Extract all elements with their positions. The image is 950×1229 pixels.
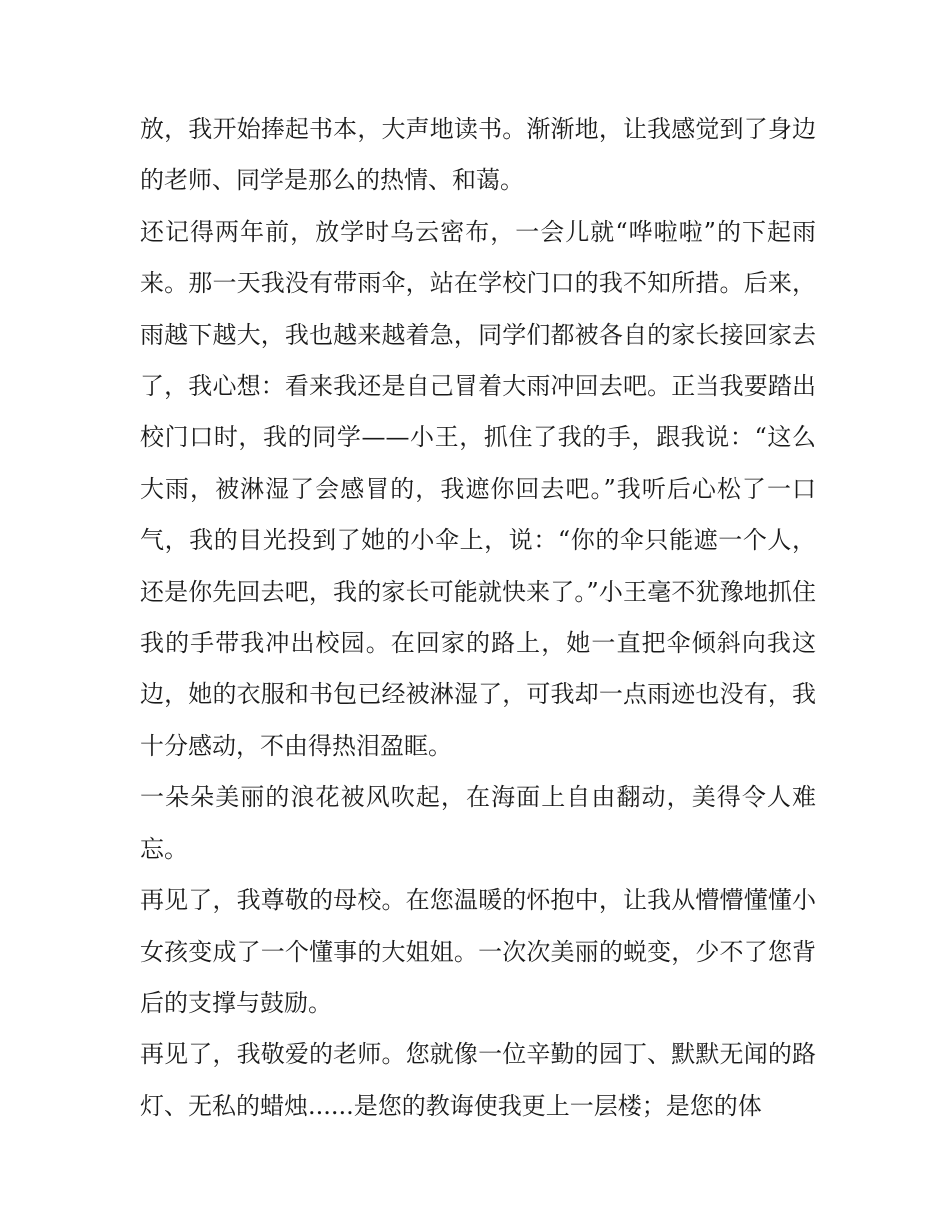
paragraph-1: 放，我开始捧起书本，大声地读书。渐渐地，让我感觉到了身边的老师、同学是那么的热情、和蔼。 bbox=[140, 115, 816, 195]
document-body bbox=[140, 104, 816, 1132]
paragraph-3: 一朵朵美丽的浪花被风吹起，在海面上自由翻动，美得令人难忘。 bbox=[140, 783, 816, 863]
paragraph-4: 再见了，我尊敬的母校。在您温暖的怀抱中，让我从懵懵懂懂小女孩变成了一个懂事的大姐姐。一次次美丽的蜕变，少不了您背后的支撑与鼓励。 bbox=[140, 886, 816, 1017]
paragraph-5: 再见了，我敬爱的老师。您就像一位辛勤的园丁、默默无闻的路灯、无私的蜡烛......是您的教诲使我更上一层楼；是您的体 bbox=[140, 1040, 816, 1120]
paragraph-2: 还记得两年前，放学时乌云密布，一会儿就“哗啦啦”的下起雨来。那一天我没有带雨伞，站在学校门口的我不知所措。后来，雨越下越大，我也越来越着急，同学们都被各自的家长接回家去了，我心想：看来我还是自己冒着大雨冲回去吧。正当我要踏出校门口时，我的同学——小王，抓住了我的手，跟我说：“这么大雨，被淋湿了会感冒的，我遮你回去吧。”我听后心松了一口气，我的目光投到了她的小伞上，说：“你的伞只能遮一个人，还是你先回去吧，我的家长可能就快来了。”小王毫不犹豫地抓住我的手带我冲出校园。在回家的路上，她一直把伞倾斜向我这边，她的衣服和书包已经被淋湿了，可我却一点雨迹也没有，我十分感动，不由得热泪盈眶。 bbox=[140, 217, 816, 760]
